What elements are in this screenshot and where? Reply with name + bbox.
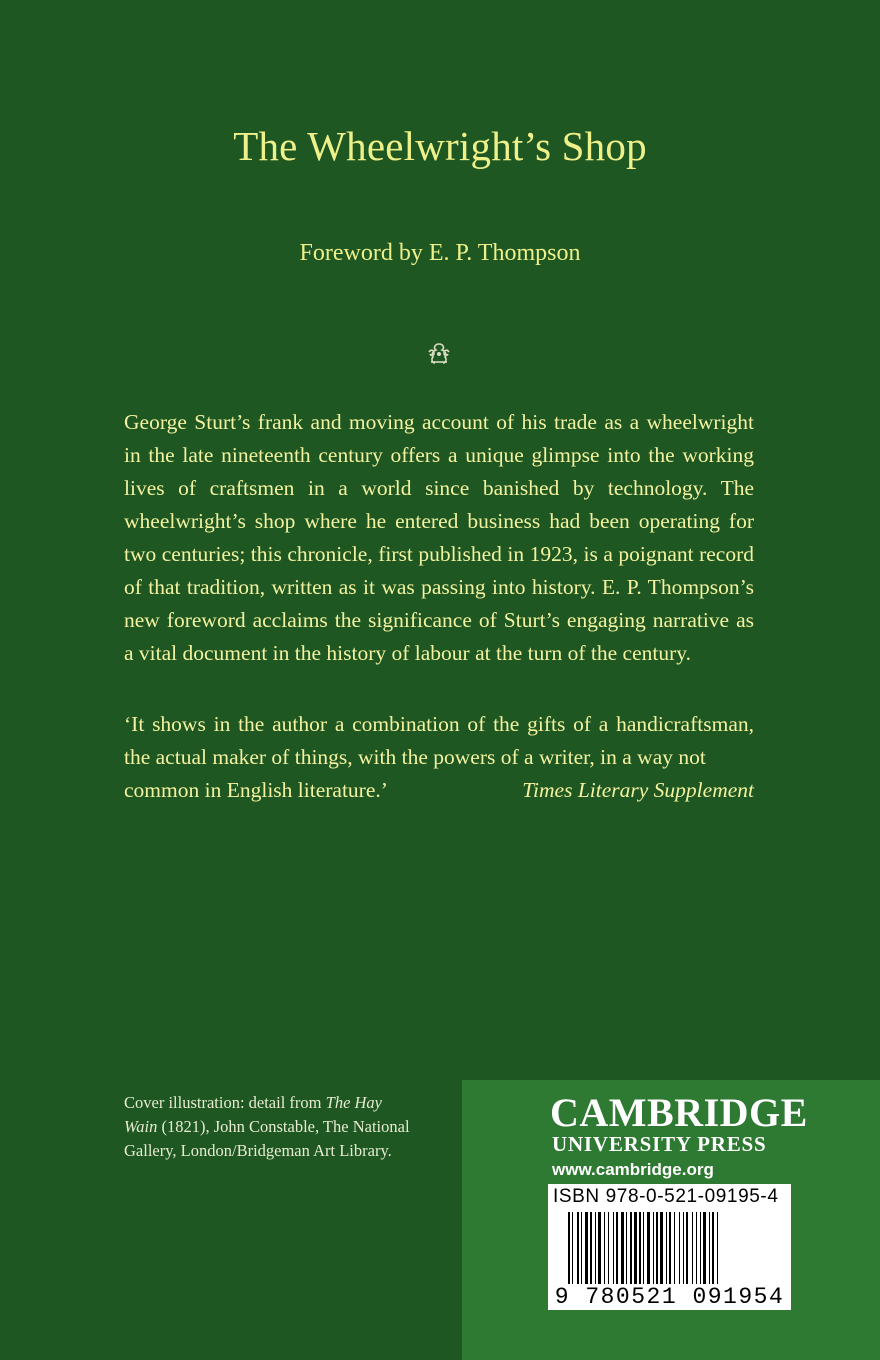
barcode-bar: [585, 1212, 588, 1284]
barcode-bar: [686, 1212, 688, 1284]
barcode-bar: [712, 1212, 714, 1284]
barcode-bar: [590, 1212, 592, 1284]
barcode-bar: [616, 1212, 618, 1284]
barcode-bar: [608, 1212, 609, 1284]
barcode-bar: [696, 1212, 697, 1284]
barcode-bar: [709, 1212, 710, 1284]
blurb-text: George Sturt’s frank and moving account of his trade as a wheelwright in the late nineteenth century offers a unique glimpse into the working lives of craftsmen in a world since banished by technology. The wheelwright’s shop where he entered business had been operating for two centuries; this chronicle, first published in 1923, is a poignant record of that tradition, written as it was passing into history. E. P. Thompson’s new foreword acclaims the significance of Sturt’s engaging narrative as a vital document in the history of labour at the turn of the century.: [124, 410, 754, 665]
barcode-bar: [666, 1212, 667, 1284]
publisher-press: UNIVERSITY PRESS: [552, 1132, 767, 1156]
barcode-bar: [581, 1212, 582, 1284]
credit-prefix: Cover illustration: detail from: [124, 1093, 326, 1112]
barcode-bar: [604, 1212, 605, 1284]
credit-suffix: (1821), John Constable, The National Gallery, London/Bridgeman Art Library.: [124, 1117, 410, 1160]
barcode-bar: [653, 1212, 654, 1284]
foreword-credit: Foreword by E. P. Thompson: [299, 240, 581, 266]
barcode-bar: [621, 1212, 624, 1284]
publisher-website: www.cambridge.org: [552, 1160, 714, 1179]
barcode-bar: [674, 1212, 675, 1284]
barcode-bar: [692, 1212, 693, 1284]
barcode-bar: [613, 1212, 614, 1284]
quote-source: Times Literary Supplement: [522, 778, 754, 802]
barcode-bar: [630, 1212, 632, 1284]
decorative-fleuron-icon: [425, 340, 453, 368]
barcode-bar: [669, 1212, 671, 1284]
barcode-bar: [639, 1212, 641, 1284]
barcode-bar: [660, 1212, 663, 1284]
barcode-bar: [595, 1212, 596, 1284]
publisher-name: CAMBRIDGE: [550, 1090, 808, 1135]
cover-illustration-credit: [124, 1091, 414, 1163]
barcode-bar: [598, 1212, 601, 1284]
quote-last-line: [124, 774, 754, 807]
review-quote: [124, 708, 754, 807]
barcode-bar: [626, 1212, 627, 1284]
barcode: [548, 1184, 791, 1310]
barcode-bar: [568, 1212, 570, 1284]
barcode-bar: [717, 1212, 718, 1284]
barcode-bar: [703, 1212, 706, 1284]
credit-work-title: The Hay Wain: [124, 1093, 383, 1136]
barcode-bar: [656, 1212, 658, 1284]
barcode-bar: [700, 1212, 701, 1284]
blurb-paragraph: [124, 406, 754, 670]
barcode-bar: [683, 1212, 684, 1284]
isbn-label: ISBN 978-0-521-09195-4: [553, 1186, 779, 1207]
quote-text-end: common in English literature.’: [124, 778, 388, 802]
publisher-panel: [462, 1080, 880, 1360]
barcode-bar: [643, 1212, 644, 1284]
barcode-number: 9 780521 091954: [554, 1284, 785, 1310]
barcode-bar: [572, 1212, 573, 1284]
barcode-bar: [679, 1212, 680, 1284]
quote-text: ‘It shows in the author a combination of the gifts of a handicraftsman, the actual maker of things, with the powers of a writer, in a way not: [124, 712, 754, 769]
barcode-bar: [577, 1212, 579, 1284]
barcode-bar: [634, 1212, 637, 1284]
barcode-bar: [647, 1212, 650, 1284]
book-title: The Wheelwright’s Shop: [233, 123, 647, 169]
